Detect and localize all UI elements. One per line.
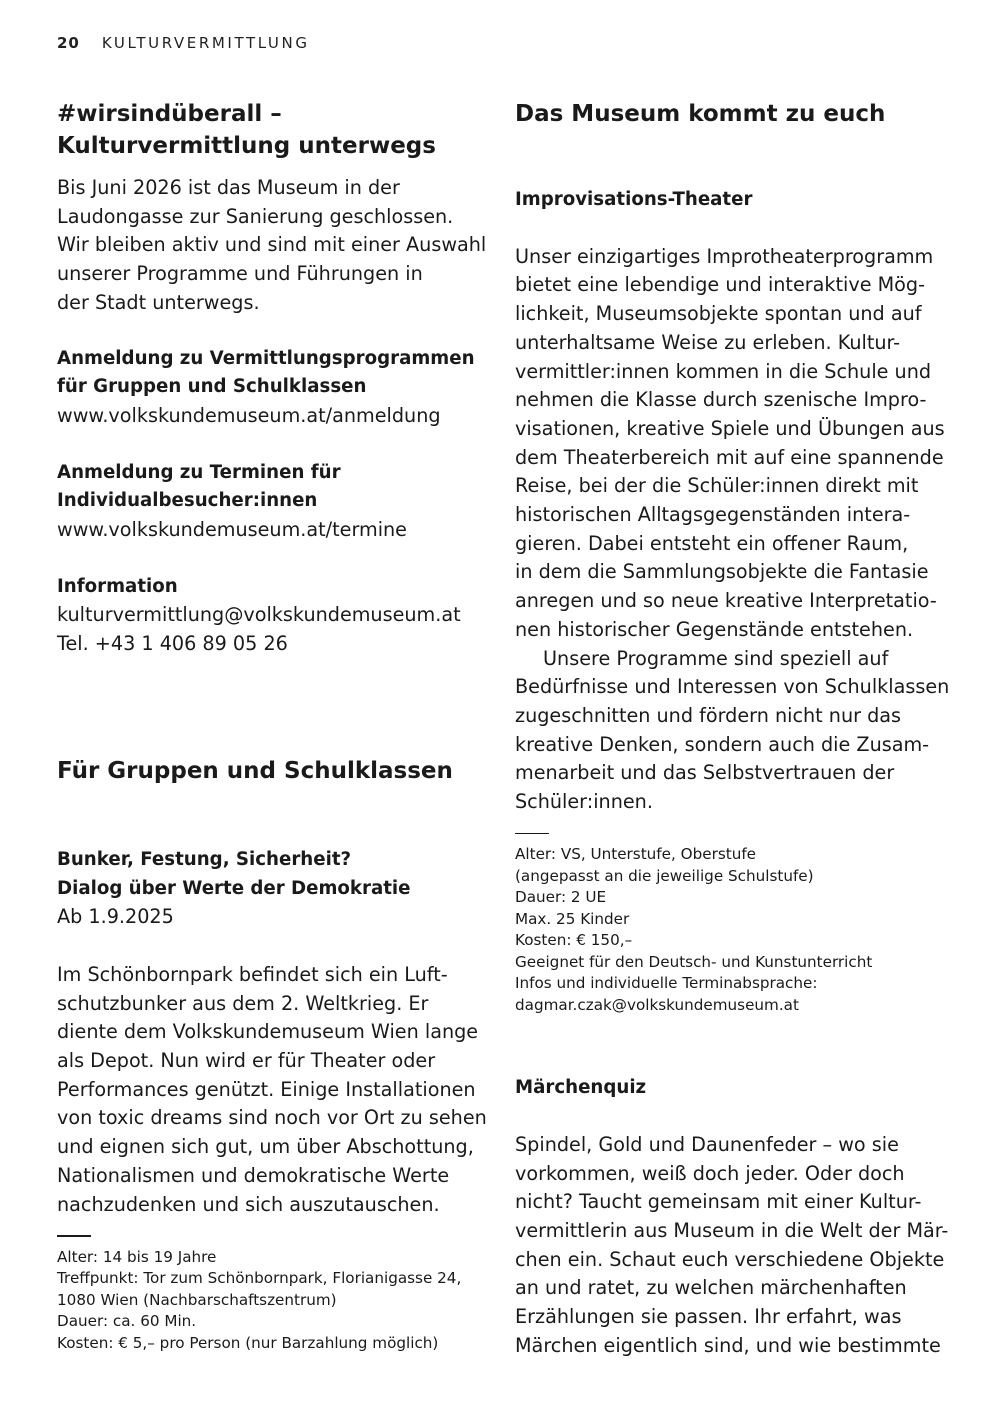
divider bbox=[57, 1235, 91, 1236]
impro-line: gieren. Dabei entsteht ein offener Raum, bbox=[515, 531, 909, 555]
registration-groups-label: für Gruppen und Schulklassen bbox=[57, 376, 367, 398]
bunker-line: schutzbunker aus dem 2. Weltkrieg. Er bbox=[57, 991, 429, 1015]
detail-line: Kosten: € 150,– bbox=[515, 931, 633, 950]
page-number: 20 bbox=[57, 34, 80, 52]
divider bbox=[515, 833, 549, 834]
bunker-details bbox=[57, 1247, 487, 1355]
bunker-line: und eignen sich gut, um über Abschottung, bbox=[57, 1135, 474, 1159]
impro-line: Reise, bei der die Schüler:innen direkt mit bbox=[515, 474, 919, 498]
registration-individual-label: Individualbesucher:innen bbox=[57, 490, 318, 512]
bunker-line: diente dem Volkskundemuseum Wien lange bbox=[57, 1020, 479, 1044]
right-column bbox=[515, 98, 955, 1360]
detail-line: 1080 Wien (Nachbarschaftszentrum) bbox=[57, 1290, 337, 1309]
bunker-title-line1: Bunker, Festung, Sicherheit? bbox=[57, 848, 352, 870]
quiz-body bbox=[515, 1131, 955, 1361]
intro-line: Laudongasse zur Sanierung geschlossen. bbox=[57, 204, 454, 228]
intro-line: Bis Juni 2026 ist das Museum in der bbox=[57, 176, 400, 199]
impro-line: menarbeit und das Selbstvertrauen der bbox=[515, 761, 895, 785]
impro-line: in dem die Sammlungsobjekte die Fantasie bbox=[515, 560, 929, 584]
bunker-line: nachzudenken und sich auszutauschen. bbox=[57, 1192, 440, 1216]
intro-title bbox=[57, 98, 487, 162]
intro-body bbox=[57, 174, 487, 318]
detail-line: Alter: VS, Unterstufe, Oberstufe bbox=[515, 845, 757, 864]
section-title: KULTURVERMITTLUNG bbox=[101, 34, 310, 52]
intro-title-line1: #wirsindüberall – bbox=[57, 101, 282, 127]
quiz-line: vorkommen, weiß doch jeder. Oder doch bbox=[515, 1161, 905, 1185]
impro-title: Improvisations-Theater bbox=[515, 189, 753, 210]
impro-line: nehmen die Klasse durch szenische Impro- bbox=[515, 388, 927, 412]
bunker-body bbox=[57, 961, 487, 1219]
groups-heading: Für Gruppen und Schulklassen bbox=[57, 757, 453, 784]
registration-groups-link[interactable]: www.volkskundemuseum.at/anmeldung bbox=[57, 403, 441, 427]
registration-individual-link[interactable]: www.volkskundemuseum.at/termine bbox=[57, 518, 407, 542]
detail-line: Dauer: ca. 60 Min. bbox=[57, 1312, 197, 1331]
impro-line: dem Theaterbereich mit auf eine spannende bbox=[515, 445, 944, 469]
impro-line: bietet eine lebendige und interaktive Mög- bbox=[515, 273, 926, 297]
bunker-line: als Depot. Nun wird er für Theater oder bbox=[57, 1049, 436, 1073]
bunker-line: von toxic dreams sind noch vor Ort zu sehen bbox=[57, 1106, 487, 1130]
quiz-line: an und ratet, zu welchen märchenhaften bbox=[515, 1276, 907, 1300]
impro-line: zugeschnitten und fördern nicht nur das bbox=[515, 703, 902, 727]
impro-line: Unser einzigartiges Improtheaterprogramm bbox=[515, 244, 934, 268]
quiz-line: Märchen eigentlich sind, und wie bestimmte bbox=[515, 1333, 941, 1357]
quiz-line: vermittlerin aus Museum in die Welt der Mär- bbox=[515, 1218, 949, 1242]
detail-line: Infos und individuelle Terminabsprache: bbox=[515, 974, 818, 993]
information-label: Information bbox=[57, 575, 178, 597]
detail-line: (angepasst an die jeweilige Schulstufe) bbox=[515, 866, 814, 885]
quiz-line: chen ein. Schaut euch verschiedene Objekte bbox=[515, 1247, 945, 1271]
quiz-line: Erzählungen sie passen. Ihr erfahrt, was bbox=[515, 1305, 902, 1329]
information-phone: Tel. +43 1 406 89 05 26 bbox=[57, 632, 288, 656]
intro-title-line2: Kulturvermittlung unterwegs bbox=[57, 133, 436, 159]
bunker-title-line2: Dialog über Werte der Demokratie bbox=[57, 877, 411, 899]
bunker-date: Ab 1.9.2025 bbox=[57, 905, 174, 929]
intro-line: der Stadt unterwegs. bbox=[57, 290, 260, 314]
impro-line: anregen und so neue kreative Interpretatio- bbox=[515, 589, 937, 613]
intro-line: Wir bleiben aktiv und sind mit einer Auswahl bbox=[57, 233, 487, 257]
detail-line: Alter: 14 bis 19 Jahre bbox=[57, 1247, 217, 1266]
impro-line: kreative Denken, sondern auch die Zusam- bbox=[515, 732, 930, 756]
impro-line: visationen, kreative Spiele und Übungen aus bbox=[515, 416, 945, 440]
impro-details bbox=[515, 844, 955, 1016]
right-heading: Das Museum kommt zu euch bbox=[515, 101, 886, 127]
impro-line: nen historischer Gegenstände entstehen. bbox=[515, 617, 914, 641]
impro-line: lichkeit, Museumsobjekte spontan und auf bbox=[515, 302, 922, 326]
registration-groups bbox=[57, 345, 487, 431]
intro-line: unserer Programme und Führungen in bbox=[57, 262, 423, 286]
registration-individual bbox=[57, 459, 487, 545]
registration-groups-label: Anmeldung zu Vermittlungsprogrammen bbox=[57, 347, 475, 369]
bunker-line: Performances genützt. Einige Installationen bbox=[57, 1077, 476, 1101]
impro-line: unterhaltsame Weise zu erleben. Kultur- bbox=[515, 330, 901, 354]
quiz-title: Märchenquiz bbox=[515, 1077, 647, 1099]
registration-individual-label: Anmeldung zu Terminen für bbox=[57, 461, 341, 483]
bunker-line: Im Schönbornpark befindet sich ein Luft- bbox=[57, 962, 448, 986]
detail-line: Geeignet für den Deutsch- und Kunstunterricht bbox=[515, 952, 873, 971]
bunker-title bbox=[57, 846, 487, 932]
running-head bbox=[57, 34, 310, 52]
quiz-line: nicht? Taucht gemeinsam mit einer Kultur- bbox=[515, 1190, 922, 1214]
quiz-line: Spindel, Gold und Daunenfeder – wo sie bbox=[515, 1132, 899, 1156]
impro-line: Schüler:innen. bbox=[515, 790, 653, 814]
detail-line: Kosten: € 5,– pro Person (nur Barzahlung möglich) bbox=[57, 1333, 439, 1352]
left-column bbox=[57, 98, 487, 1354]
bunker-line: Nationalismen und demokratische Werte bbox=[57, 1163, 450, 1187]
information-block bbox=[57, 573, 487, 659]
detail-line: Treffpunkt: Tor zum Schönbornpark, Florianigasse 24, bbox=[57, 1269, 462, 1288]
detail-line: Max. 25 Kinder bbox=[515, 909, 630, 928]
impro-body bbox=[515, 243, 955, 817]
detail-line: Dauer: 2 UE bbox=[515, 888, 607, 907]
detail-email-link[interactable]: dagmar.czak@volkskundemuseum.at bbox=[515, 995, 799, 1014]
information-email-link[interactable]: kulturvermittlung@volkskundemuseum.at bbox=[57, 603, 461, 627]
impro-line: historischen Alltagsgegenständen intera- bbox=[515, 503, 911, 527]
impro-line: Unsere Programme sind speziell auf bbox=[543, 646, 889, 670]
impro-line: vermittler:innen kommen in die Schule und bbox=[515, 359, 932, 383]
impro-line: Bedürfnisse und Interessen von Schulklassen bbox=[515, 675, 950, 699]
